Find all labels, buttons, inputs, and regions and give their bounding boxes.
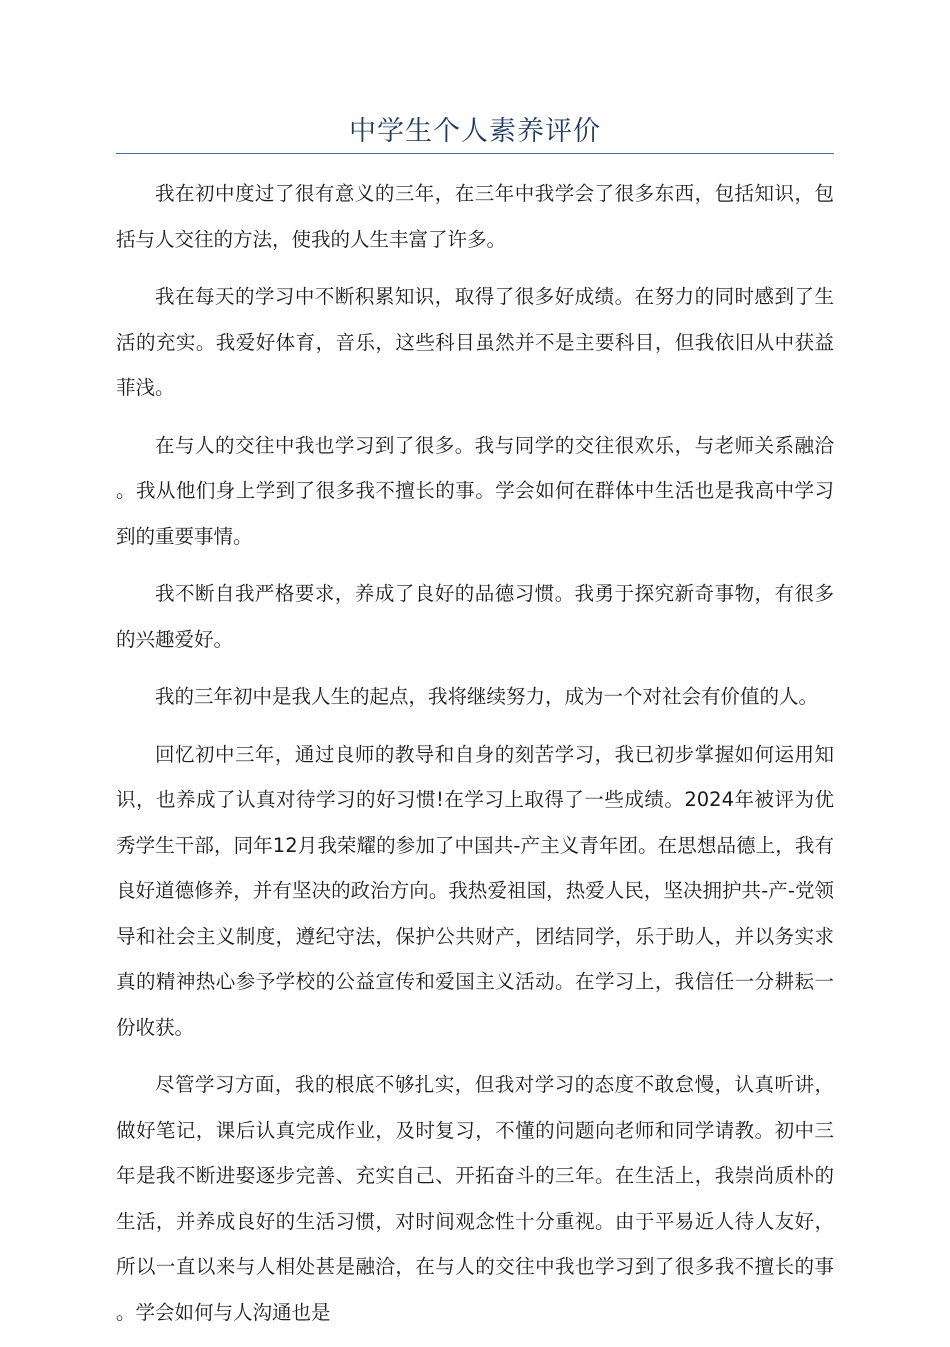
paragraph-3: 在与人的交往中我也学习到了很多。我与同学的交往很欢乐，与老师关系融洽。我从他们身上学到了很多我不擅长的事。学会如何在群体中生活也是我高中学习到的重要事情。 xyxy=(116,433,834,548)
document-body xyxy=(116,171,834,1347)
paragraph-4: 我不断自我严格要求，养成了良好的品德习惯。我勇于探究新奇事物，有很多的兴趣爱好。 xyxy=(116,582,834,651)
document-title: 中学生个人素养评价 xyxy=(349,116,601,147)
paragraph-6: 回忆初中三年，通过良师的教导和自身的刻苦学习，我已初步掌握如何运用知识，也养成了认真对待学习的好习惯!在学习上取得了一些成绩。2024年被评为优秀学生干部，同年12月我荣耀的参加了中国共-产主义青年团。在思想品德上，我有良好道德修养，并有坚决的政治方向。我热爱祖国，热爱人民，坚决拥护共-产-党领导和社会主义制度，遵纪守法，保护公共财产，团结同学，乐于助人，并以务实求真的精神热心参予学校的公益宣传和爱国主义活动。在学习上，我信任一分耕耘一份收获。 xyxy=(116,742,834,1039)
paragraph-7: 尽管学习方面，我的根底不够扎实，但我对学习的态度不敢怠慢，认真听讲，做好笔记，课后认真完成作业，及时复习，不懂的问题向老师和同学请教。初中三年是我不断进娶逐步完善、充实自己、开拓奋斗的三年。在生活上，我崇尚质朴的生活，并养成良好的生活习惯，对时间观念性十分重视。由于平易近人待人友好，所以一直以来与人相处甚是融洽，在与人的交往中我也学习到了很多我不擅长的事。学会如何与人沟通也是 xyxy=(116,1073,834,1324)
paragraph-5: 我的三年初中是我人生的起点，我将继续努力，成为一个对社会有价值的人。 xyxy=(155,685,819,708)
paragraph-2: 我在每天的学习中不断积累知识，取得了很多好成绩。在努力的同时感到了生活的充实。我爱好体育，音乐，这些科目虽然并不是主要科目，但我依旧从中获益菲浅。 xyxy=(116,285,834,399)
paragraph-1: 我在初中度过了很有意义的三年，在三年中我学会了很多东西，包括知识，包括与人交往的方法，使我的人生丰富了许多。 xyxy=(116,182,834,251)
title-underline xyxy=(116,153,834,154)
